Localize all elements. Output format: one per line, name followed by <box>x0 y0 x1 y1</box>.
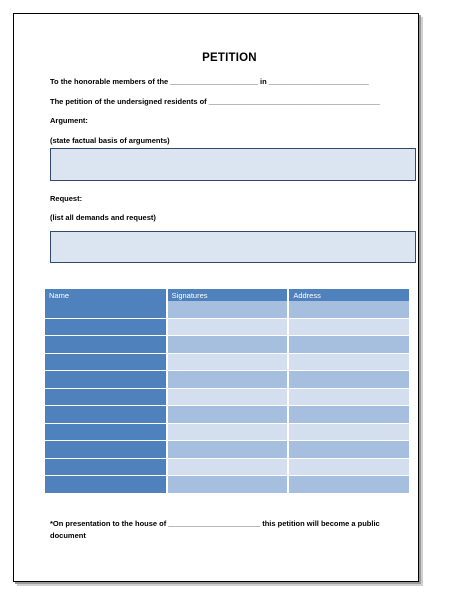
signature-cell[interactable] <box>167 301 289 318</box>
argument-hint: (state factual basis of arguments) <box>50 136 170 145</box>
column-header-signatures: Signatures <box>167 289 289 301</box>
signature-cell[interactable] <box>167 441 289 459</box>
addressee-line <box>50 77 369 86</box>
name-cell[interactable] <box>45 371 167 389</box>
column-header-name: Name <box>45 289 167 301</box>
table-row <box>45 423 410 441</box>
name-cell[interactable] <box>45 353 167 371</box>
address-cell[interactable] <box>288 318 410 336</box>
address-cell[interactable] <box>288 441 410 459</box>
location-blank[interactable]: ________________________ <box>268 77 369 86</box>
table-row <box>45 458 410 476</box>
address-cell[interactable] <box>288 423 410 441</box>
address-cell[interactable] <box>288 371 410 389</box>
footnote <box>50 518 390 542</box>
table-header-row <box>45 289 410 301</box>
name-cell[interactable] <box>45 476 167 494</box>
table-row <box>45 406 410 424</box>
table-row <box>45 371 410 389</box>
table-body <box>45 301 410 493</box>
signature-cell[interactable] <box>167 371 289 389</box>
residents-line <box>50 97 380 106</box>
table-row <box>45 336 410 354</box>
signature-cell[interactable] <box>167 353 289 371</box>
name-cell[interactable] <box>45 458 167 476</box>
signature-cell[interactable] <box>167 423 289 441</box>
table-row <box>45 301 410 318</box>
house-blank[interactable]: ______________________ <box>168 519 261 528</box>
argument-label: Argument: <box>50 116 88 125</box>
signature-cell[interactable] <box>167 406 289 424</box>
page-title: PETITION <box>202 52 257 64</box>
name-cell[interactable] <box>45 423 167 441</box>
members-blank[interactable]: _____________________ <box>170 77 258 86</box>
table-row <box>45 441 410 459</box>
table-row <box>45 476 410 494</box>
name-cell[interactable] <box>45 406 167 424</box>
request-hint: (list all demands and request) <box>50 213 156 222</box>
table-row <box>45 388 410 406</box>
name-cell[interactable] <box>45 336 167 354</box>
in-text: in <box>257 77 269 86</box>
address-cell[interactable] <box>288 388 410 406</box>
name-cell[interactable] <box>45 318 167 336</box>
name-cell[interactable] <box>45 388 167 406</box>
table-row <box>45 353 410 371</box>
name-cell[interactable] <box>45 441 167 459</box>
column-header-address: Address <box>288 289 410 301</box>
address-cell[interactable] <box>288 336 410 354</box>
residents-blank[interactable]: _________________________________________ <box>208 97 380 106</box>
signature-table <box>45 289 411 494</box>
request-label: Request: <box>50 194 83 203</box>
address-cell[interactable] <box>288 406 410 424</box>
signature-cell[interactable] <box>167 476 289 494</box>
address-cell[interactable] <box>288 353 410 371</box>
address-cell[interactable] <box>288 458 410 476</box>
signature-cell[interactable] <box>167 388 289 406</box>
table-row <box>45 318 410 336</box>
signature-cell[interactable] <box>167 458 289 476</box>
argument-textbox[interactable] <box>50 148 416 181</box>
name-cell[interactable] <box>45 301 167 318</box>
signature-cell[interactable] <box>167 336 289 354</box>
address-cell[interactable] <box>288 476 410 494</box>
signature-cell[interactable] <box>167 318 289 336</box>
footnote-text-start: *On presentation to the house of <box>50 519 169 528</box>
residents-text: The petition of the undersigned residents of <box>50 97 209 106</box>
request-textbox[interactable] <box>50 231 416 263</box>
address-cell[interactable] <box>288 301 410 318</box>
footnote-text-end: this petition will become a public document <box>50 519 380 540</box>
addressee-text: To the honorable members of the <box>50 77 171 86</box>
